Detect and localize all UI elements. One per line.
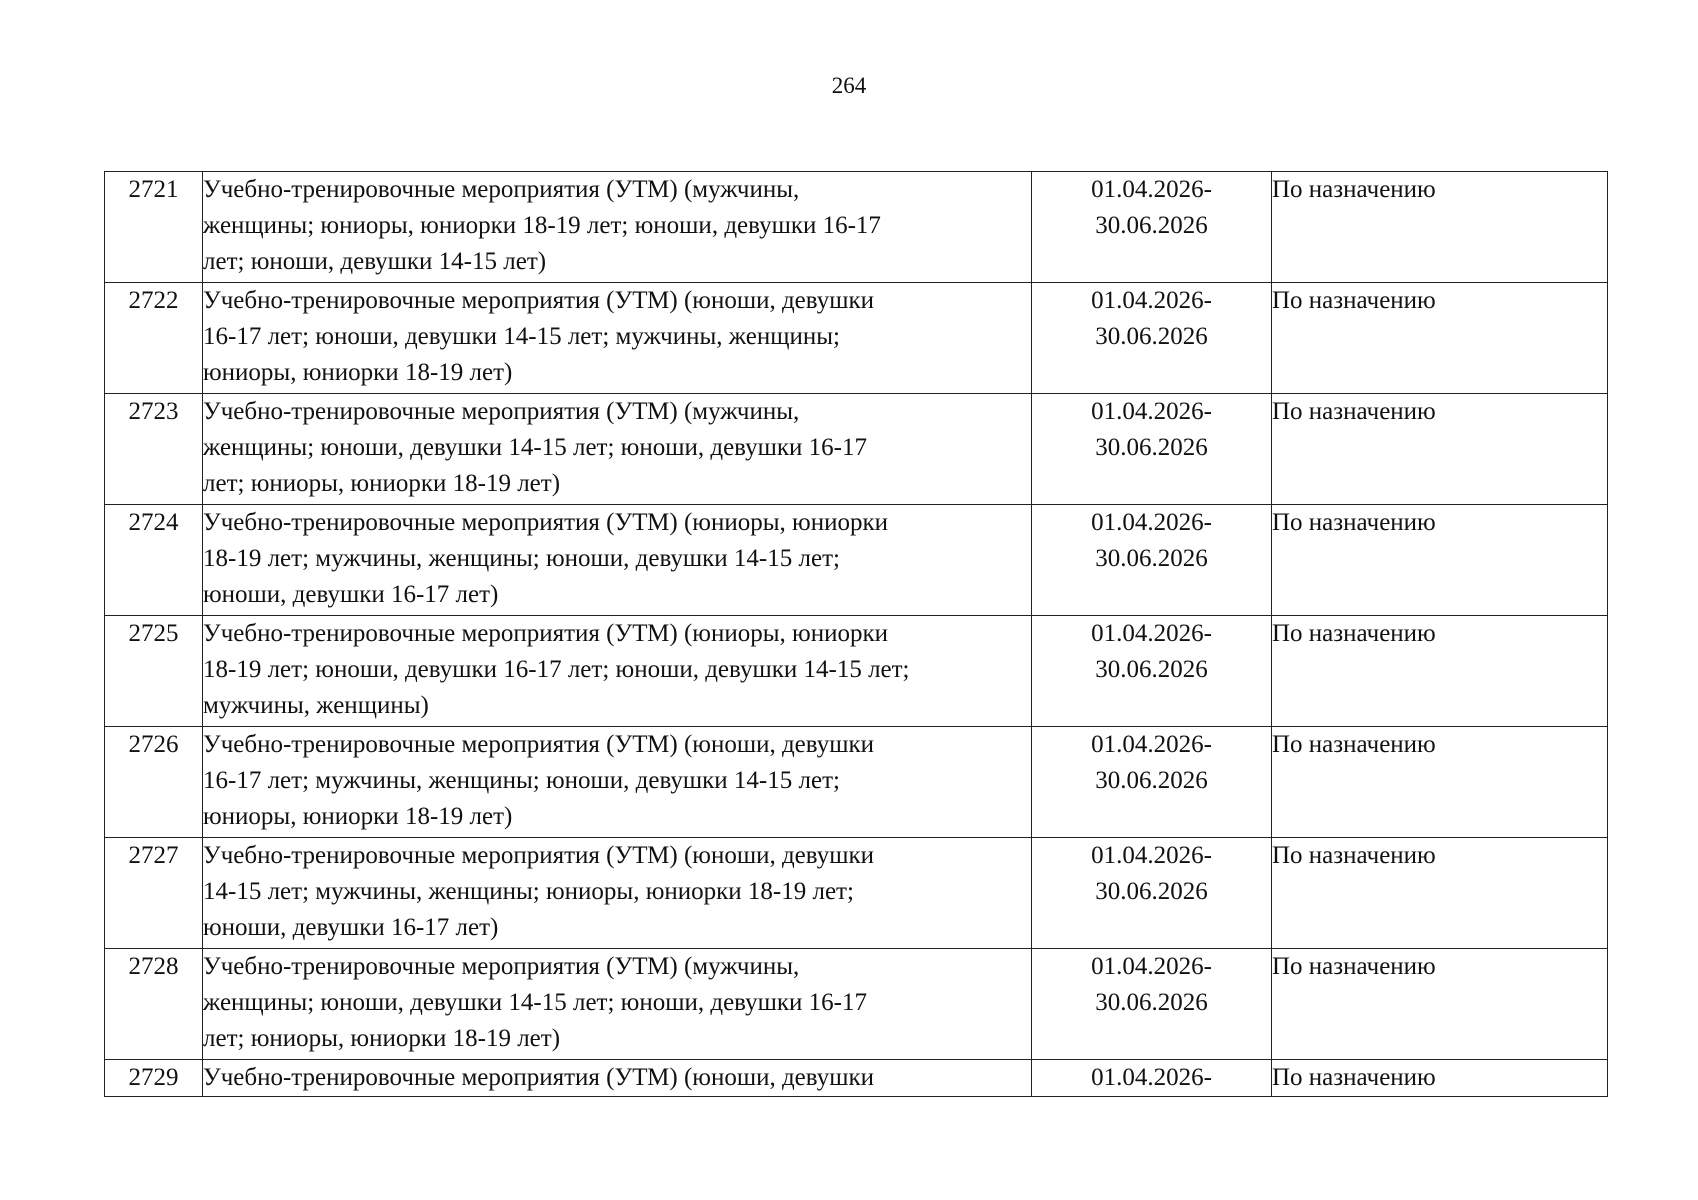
event-date-line: 01.04.2026- — [1091, 509, 1212, 536]
row-number-cell: 2726 — [105, 727, 203, 838]
table-body — [105, 172, 1608, 1097]
event-date-line: 30.06.2026 — [1095, 545, 1208, 572]
event-location-cell: По назначению — [1272, 1060, 1608, 1097]
event-description-cell — [203, 616, 1032, 727]
event-description-cell — [203, 1060, 1032, 1097]
event-description-line: женщины; юноши, девушки 14-15 лет; юноши, девушки 16-17 — [203, 989, 867, 1016]
event-description-line: Учебно-тренировочные мероприятия (УТМ) (юноши, девушки — [203, 731, 875, 758]
page-number: 264 — [831, 73, 867, 98]
row-number-cell: 2727 — [105, 838, 203, 949]
row-number-cell: 2728 — [105, 949, 203, 1060]
row-number-cell: 2721 — [105, 172, 203, 283]
event-description-line: юноши, девушки 16-17 лет) — [203, 914, 499, 941]
event-date-line: 30.06.2026 — [1095, 656, 1208, 683]
event-date-line: 01.04.2026- — [1091, 287, 1212, 314]
event-dates-cell — [1032, 1060, 1272, 1097]
row-number-cell: 2725 — [105, 616, 203, 727]
event-description-cell — [203, 283, 1032, 394]
event-dates-cell — [1032, 838, 1272, 949]
event-date-line: 30.06.2026 — [1095, 212, 1208, 239]
event-description-line: Учебно-тренировочные мероприятия (УТМ) (юниоры, юниорки — [203, 620, 888, 647]
table-row — [105, 1060, 1608, 1097]
table-row — [105, 949, 1608, 1060]
event-date-line: 30.06.2026 — [1095, 434, 1208, 461]
event-location-cell: По назначению — [1272, 949, 1608, 1060]
event-description-line: женщины; юниоры, юниорки 18-19 лет; юноши, девушки 16-17 — [203, 212, 881, 239]
event-description-cell — [203, 394, 1032, 505]
event-location-cell: По назначению — [1272, 616, 1608, 727]
table-row — [105, 394, 1608, 505]
event-description-line: юноши, девушки 16-17 лет) — [203, 581, 499, 608]
event-date-line: 01.04.2026- — [1091, 620, 1212, 647]
event-description-line: Учебно-тренировочные мероприятия (УТМ) (мужчины, — [203, 176, 800, 203]
event-description-line: 16-17 лет; юноши, девушки 14-15 лет; мужчины, женщины; — [203, 323, 840, 350]
table-row — [105, 505, 1608, 616]
event-date-line: 01.04.2026- — [1091, 398, 1212, 425]
event-description-line: 18-19 лет; юноши, девушки 16-17 лет; юноши, девушки 14-15 лет; — [203, 656, 910, 683]
event-description-line: мужчины, женщины) — [203, 692, 429, 719]
event-date-line: 01.04.2026- — [1091, 176, 1212, 203]
row-number-cell: 2723 — [105, 394, 203, 505]
event-date-line: 01.04.2026- — [1091, 1064, 1212, 1091]
table-row — [105, 727, 1608, 838]
event-schedule-table — [104, 171, 1608, 1097]
event-date-line: 30.06.2026 — [1095, 878, 1208, 905]
row-number-cell: 2729 — [105, 1060, 203, 1097]
event-description-line: Учебно-тренировочные мероприятия (УТМ) (юноши, девушки — [203, 287, 875, 314]
event-description-line: лет; юниоры, юниорки 18-19 лет) — [203, 1025, 561, 1052]
event-description-line: Учебно-тренировочные мероприятия (УТМ) (юноши, девушки — [203, 1064, 875, 1091]
table-row — [105, 283, 1608, 394]
event-dates-cell — [1032, 727, 1272, 838]
event-location-cell: По назначению — [1272, 172, 1608, 283]
event-description-line: 14-15 лет; мужчины, женщины; юниоры, юниорки 18-19 лет; — [203, 878, 854, 905]
event-date-line: 01.04.2026- — [1091, 953, 1212, 980]
event-location-cell: По назначению — [1272, 505, 1608, 616]
event-location-cell: По назначению — [1272, 394, 1608, 505]
event-description-cell — [203, 172, 1032, 283]
event-description-line: лет; юниоры, юниорки 18-19 лет) — [203, 470, 561, 497]
event-location-cell: По назначению — [1272, 727, 1608, 838]
event-date-line: 01.04.2026- — [1091, 842, 1212, 869]
event-dates-cell — [1032, 283, 1272, 394]
event-dates-cell — [1032, 172, 1272, 283]
event-description-line: Учебно-тренировочные мероприятия (УТМ) (мужчины, — [203, 398, 800, 425]
row-number-cell: 2722 — [105, 283, 203, 394]
row-number-cell: 2724 — [105, 505, 203, 616]
event-description-line: Учебно-тренировочные мероприятия (УТМ) (мужчины, — [203, 953, 800, 980]
event-description-cell — [203, 727, 1032, 838]
event-location-cell: По назначению — [1272, 838, 1608, 949]
event-description-line: Учебно-тренировочные мероприятия (УТМ) (юноши, девушки — [203, 842, 875, 869]
event-description-line: Учебно-тренировочные мероприятия (УТМ) (юниоры, юниорки — [203, 509, 888, 536]
event-dates-cell — [1032, 616, 1272, 727]
table-row — [105, 616, 1608, 727]
event-description-cell — [203, 949, 1032, 1060]
event-dates-cell — [1032, 505, 1272, 616]
table-row — [105, 838, 1608, 949]
event-description-line: 16-17 лет; мужчины, женщины; юноши, девушки 14-15 лет; — [203, 767, 840, 794]
event-dates-cell — [1032, 394, 1272, 505]
event-description-line: женщины; юноши, девушки 14-15 лет; юноши, девушки 16-17 — [203, 434, 867, 461]
table-row — [105, 172, 1608, 283]
event-date-line: 30.06.2026 — [1095, 989, 1208, 1016]
event-date-line: 30.06.2026 — [1095, 767, 1208, 794]
event-description-cell — [203, 505, 1032, 616]
event-description-line: лет; юноши, девушки 14-15 лет) — [203, 248, 547, 275]
event-description-cell — [203, 838, 1032, 949]
event-dates-cell — [1032, 949, 1272, 1060]
event-date-line: 01.04.2026- — [1091, 731, 1212, 758]
event-date-line: 30.06.2026 — [1095, 323, 1208, 350]
event-description-line: 18-19 лет; мужчины, женщины; юноши, девушки 14-15 лет; — [203, 545, 840, 572]
event-description-line: юниоры, юниорки 18-19 лет) — [203, 803, 513, 830]
event-location-cell: По назначению — [1272, 283, 1608, 394]
event-description-line: юниоры, юниорки 18-19 лет) — [203, 359, 513, 386]
